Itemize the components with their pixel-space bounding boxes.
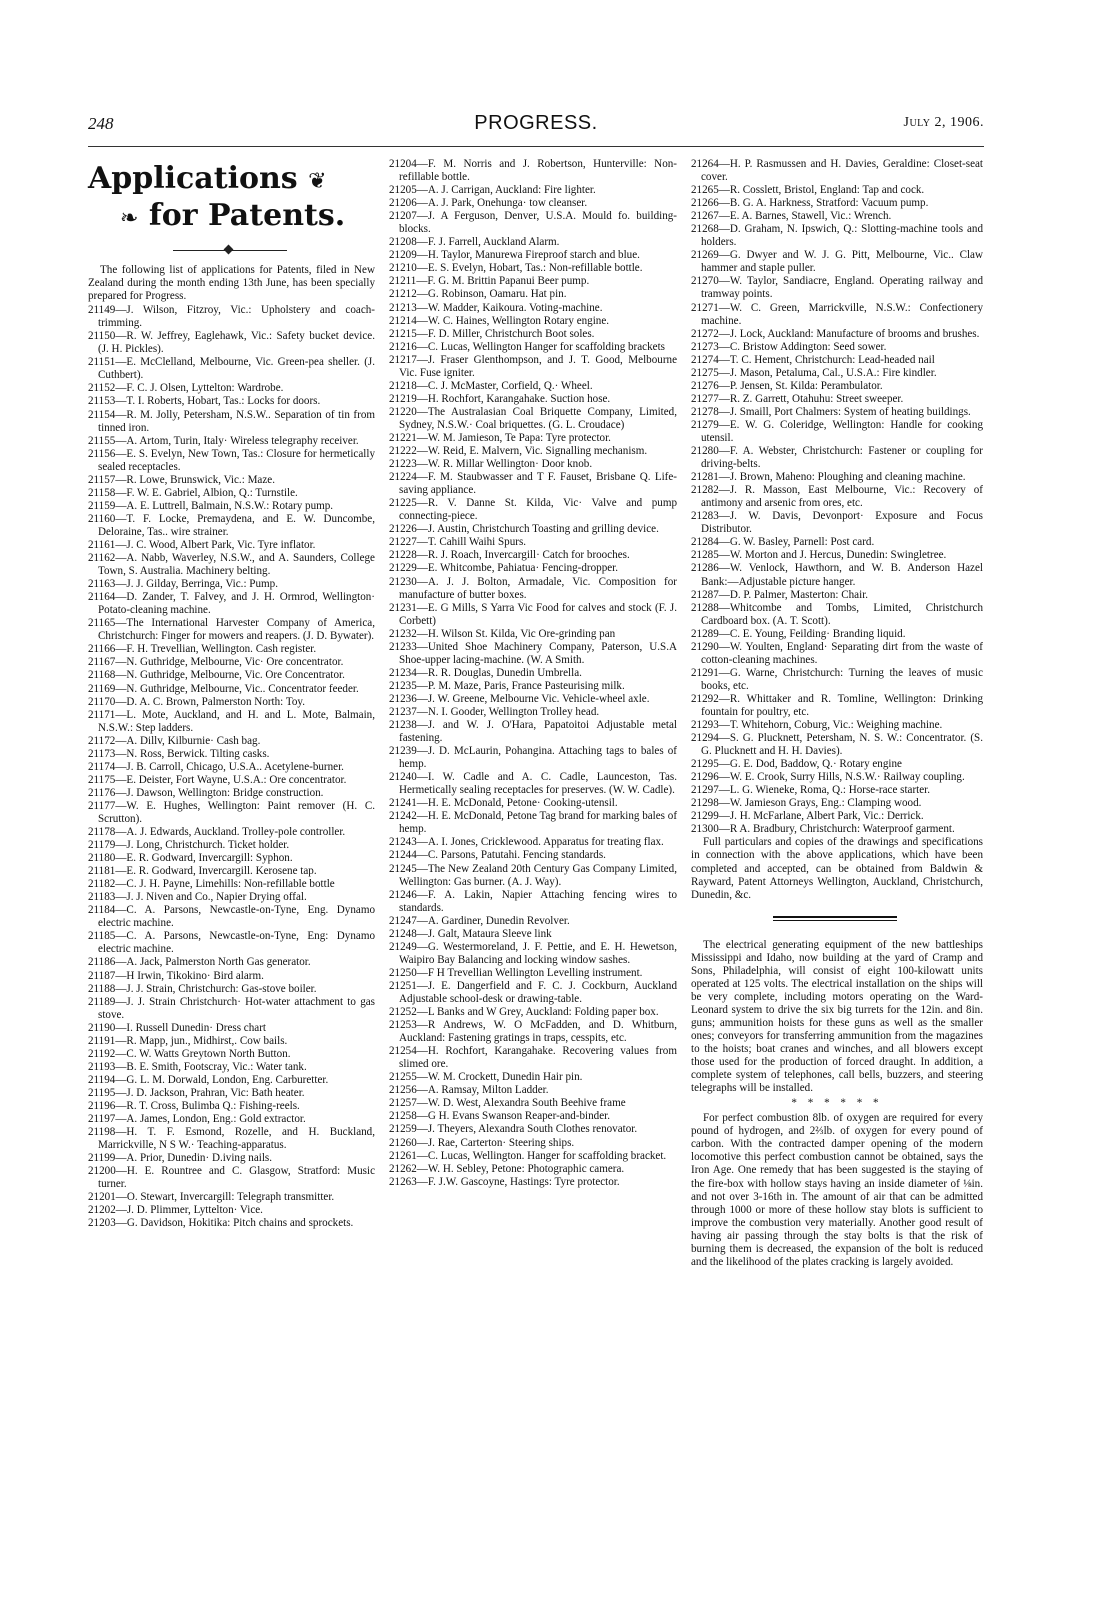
patent-entry: 21206—A. J. Park, Onehunga· tow cleanser. [389,197,588,210]
patent-entry: 21225—R. V. Danne St. Kilda, Vic· Valve and pump connecting-piece. [389,497,677,523]
patent-entry: 21291—G. Warne, Christchurch: Turning the leaves of music books, etc. [691,666,983,692]
patent-entry: 21219—H. Rochfort, Karangahake. Suction hose. [389,392,611,405]
patent-entry: 21270—W. Taylor, Sandiacre, England. Operating railway and tramway points. [691,275,983,301]
patent-entry: 21231—E. G Mills, S Yarra Vic Food for calves and stock (F. J. Corbett) [389,601,677,627]
closing-paragraph: Full particulars and copies of the drawings and specifications in connection with the above applications, which have been completed and accepted, can be obtained from Baldwin & Rayward, Patent Attorneys Wellington, Auckland, Christchurch, Dunedin, &c. [691,836,983,901]
patent-entry: 21175—E. Deister, Fort Wayne, U.S.A.: Ore concentrator. [88,773,347,786]
patent-entry: 21216—C. Lucas, Wellington Hanger for scaffolding brackets [389,340,665,353]
patent-entry: 21200—H. E. Rountree and C. Glasgow, Stratford: Music turner. [88,1165,375,1191]
patent-entry: 21277—R. Z. Garrett, Otahuhu: Street sweeper. [691,392,904,405]
patent-entry: 21173—N. Ross, Berwick. Tilting casks. [88,747,270,760]
patent-entry: 21156—E. S. Evelyn, New Town, Tas.: Closure for hermetically sealed receptacles. [88,447,375,473]
patent-entry: 21256—A. Ramsay, Milton Ladder. [389,1084,549,1097]
patent-entry: 21166—F. H. Trevellian, Wellington. Cash register. [88,643,317,656]
patent-entry: 21238—J. and W. J. O'Hara, Papatoitoi Adjustable metal fastening. [389,719,677,745]
patent-entry: 21168—N. Guthridge, Melbourne, Vic. Ore Concentrator. [88,669,345,682]
patent-entry: 21243—A. I. Jones, Cricklewood. Apparatus for treating flax. [389,836,664,849]
patent-entry: 21269—G. Dwyer and W. J. G. Pitt, Melbourne, Vic.. Claw hammer and staple puller. [691,249,983,275]
patent-entry: 21223—W. R. Millar Wellington· Door knob. [389,458,593,471]
patent-entry: 21152—F. C. J. Olsen, Lyttelton: Wardrobe. [88,382,284,395]
patent-entry: 21292—R. Whittaker and R. Tomline, Wellington: Drinking fountain for poultry, etc. [691,692,983,718]
patent-entry: 21228—R. J. Roach, Invercargill· Catch for brooches. [389,549,630,562]
patent-entry: 21232—H. Wilson St. Kilda, Vic Ore-grinding pan [389,627,616,640]
patent-entry: 21280—F. A. Webster, Christchurch: Fastener or coupling for driving-belts. [691,445,983,471]
patent-entry: 21279—E. W. G. Coleridge, Wellington: Handle for cooking utensil. [691,418,983,444]
patent-entry: 21274—T. C. Hement, Christchurch: Lead-headed nail [691,353,935,366]
ornament-icon: ❧ [120,206,139,231]
patent-entry: 21195—J. D. Jackson, Prahran, Vic: Bath heater. [88,1086,305,1099]
patent-entry: 21296—W. E. Crook, Surry Hills, N.S.W.· Railway coupling. [691,771,965,784]
patent-entry: 21245—The New Zealand 20th Century Gas Company Limited, Wellington: Gas burner. (A. J. Way). [389,862,677,888]
patent-entry: 21259—J. Theyers, Alexandra South Clothes renovator. [389,1123,638,1136]
patent-entry: 21267—E. A. Barnes, Stawell, Vic.: Wrench. [691,210,892,223]
combustion-paragraph: For perfect combustion 8lb. of oxygen are required for every pound of hydrogen, and 2⅔lb. of oxygen for every pound of carbon. With the contracted damper opening of the modern locomotive this perfect combustion cannot be obtained, says the Iron Age. One remedy that has been suggested is the staying of the fire-box with hollow stays having an inside diameter of ⅛in. and not over 3-16th in. The amount of air that can be admitted through 1000 or more of these hollow stay blots is sufficient to improve the combustion very materially. Another good result of having air passing through the stay bolts is that the risk of burning them is decreased, the expansion of the bolt is reduced and the likelihood of the plates cracking is largely avoided. [691,1112,983,1268]
page-number: 248 [88,114,114,133]
patent-entry: 21260—J. Rae, Carterton· Steering ships. [389,1136,575,1149]
patent-entry: 21196—R. T. Cross, Bulimba Q.: Fishing-reels. [88,1100,300,1112]
patent-entry: 21178—A. J. Edwards, Auckland. Trolley-pole controller. [88,826,346,839]
patent-entry: 21236—J. W. Greene, Melbourne Vic. Vehicle-wheel axle. [389,692,650,705]
patent-entry: 21194—G. L. M. Dorwald, London, Eng. Carburetter. [88,1073,329,1086]
patent-entry: 21257—W. D. West, Alexandra South Beehive frame [389,1097,626,1110]
patent-entry: 21159—A. E. Luttrell, Balmain, N.S.W.: Rotary pump. [88,499,334,512]
column-1 [88,158,375,1230]
patent-entry: 21184—C. A. Parsons, Newcastle-on-Tyne, Eng. Dynamo electric machine. [88,904,375,930]
patent-entry: 21217—J. Fraser Glenthompson, and J. T. Good, Melbourne Vic. Fuse igniter. [389,353,677,379]
patent-entry: 21224—F. M. Staubwasser and T F. Fauset, Brisbane Q. Life-saving appliance. [389,471,677,497]
patent-entry: 21242—H. E. McDonald, Petone Tag brand for marking bales of hemp. [389,810,678,836]
patent-entry: 21285—W. Morton and J. Hercus, Dunedin: Swingletree. [691,549,947,562]
patent-entry: 21220—The Australasian Coal Briquette Company, Limited, Sydney, N.S.W.· Coal briquettes. (G. L. Croudace) [389,405,677,431]
patent-entry: 21170—D. A. C. Brown, Palmerston North: Toy. [88,695,305,708]
patent-entry: 21171—L. Mote, Auckland, and H. and L. Mote, Balmain, N.S.W.: Step ladders. [88,708,375,734]
patent-entry: 21278—J. Smaill, Port Chalmers: System of heating buildings. [691,405,971,418]
patent-entry: 21212—G. Robinson, Oamaru. Hat pin. [389,288,567,301]
patent-entry: 21272—J. Lock, Auckland: Manufacture of brooms and brushes. [691,327,980,340]
patent-entry: 21208—F. J. Farrell, Auckland Alarm. [389,236,560,249]
patent-entry: 21226—J. Austin, Christchurch Toasting and grilling device. [389,523,659,536]
patent-entry: 21214—W. C. Haines, Wellington Rotary engine. [389,314,610,327]
patent-entry: 21230—A. J. J. Bolton, Armadale, Vic. Composition for manufacture of butter boxes. [389,575,677,601]
column-2 [389,158,677,1189]
patent-entry: 21263—F. J.W. Gascoyne, Hastings: Tyre protector. [389,1175,620,1188]
patent-entry: 21160—T. F. Locke, Premaydena, and E. W. Duncombe, Deloraine, Tas.. wire strainer. [88,512,375,538]
column-3 [691,158,983,1269]
patent-entry: 21149—J. Wilson, Fitzroy, Vic.: Upholstery and coach-trimming. [88,304,375,330]
patent-entry: 21254—H. Rochfort, Karangahake. Recovering values from slimed ore. [389,1045,677,1071]
article-title [88,162,375,236]
article-intro: The following list of applications for Patents, filed in New Zealand during the month ending 13th June, has been specially prepared for Progress. [88,264,375,303]
patent-entry: 21202—J. D. Plimmer, Lyttelton· Vice. [88,1204,263,1217]
patent-entry: 21180—E. R. Godward, Invercargill: Syphon. [88,852,293,865]
patent-entry: 21227—T. Cahill Waihi Spurs. [389,536,527,549]
patent-entry: 21288—Whitcombe and Tombs, Limited, Christchurch Cardboard box. (A. T. Scott). [691,601,983,627]
header-rule [88,146,984,147]
patent-entry: 21213—W. Madder, Kaikoura. Voting-machine. [389,301,603,314]
patent-entry: 21190—I. Russell Dunedin· Dress chart [88,1021,266,1034]
patent-entry: 21299—J. H. McFarlane, Albert Park, Vic.: Derrick. [691,810,924,823]
patent-entry: 21205—A. J. Carrigan, Auckland: Fire lighter. [389,184,596,197]
patent-entry: 21177—W. E. Hughes, Wellington: Paint remover (H. C. Scrutton). [88,799,375,825]
patent-entry: 21157—R. Lowe, Brunswick, Vic.: Maze. [88,473,275,486]
patent-entry: 21258—G H. Evans Swanson Reaper-and-binder. [389,1110,610,1123]
ornament-icon: ❦ [308,169,327,194]
title-line-1: Applications [88,161,298,196]
patent-entry: 21164—D. Zander, T. Falvey, and J. H. Ormrod, Wellington· Potato-cleaning machine. [88,591,375,617]
patent-entry: 21161—J. C. Wood, Albert Park, Vic. Tyre inflator. [88,538,316,551]
patent-entry: 21265—R. Cosslett, Bristol, England: Tap and cock. [691,184,925,197]
patent-entry: 21169—N. Guthridge, Melbourne, Vic.. Concentrator feeder. [88,682,359,695]
patent-entry: 21283—J. W. Davis, Devonport· Exposure and Focus Distributor. [691,510,983,536]
patent-entry: 21281—J. Brown, Maheno: Ploughing and cleaning machine. [691,471,966,484]
issue-date: July 2, 1906. [903,115,984,130]
patent-entry: 21237—N. I. Gooder, Wellington Trolley head. [389,705,600,718]
patent-entry: 21234—R. R. Douglas, Dunedin Umbrella. [389,666,582,679]
patent-entry: 21261—C. Lucas, Wellington. Hanger for scaffolding bracket. [389,1149,667,1162]
patent-entry: 21210—E. S. Evelyn, Hobart, Tas.: Non-refillable bottle. [389,262,643,275]
patent-entry: 21298—W. Jamieson Grays, Eng.: Clamping wood. [691,797,922,810]
patent-entry: 21287—D. P. Palmer, Masterton: Chair. [691,588,869,601]
patent-entry: 21215—F. D. Miller, Christchurch Boot soles. [389,327,595,340]
patent-entry: 21151—E. McClelland, Melbourne, Vic. Green-pea sheller. (J. Cuthbert). [88,356,375,382]
patent-entry: 21198—H. T. F. Esmond, Rozelle, and H. Buckland, Marrickville, N S W.· Teaching-apparatus. [88,1126,375,1152]
patent-entry: 21154—R. M. Jolly, Petersham, N.S.W.. Separation of tin from tinned iron. [88,408,375,434]
patent-entry: 21273—C. Bristow Addington: Seed sower. [691,340,887,353]
patent-entry: 21158—F. W. E. Gabriel, Albion, Q.: Turnstile. [88,486,298,499]
patent-entry: 21294—S. G. Plucknett, Petersham, N. S. W.: Concentrator. (S. G. Plucknett and H. H. Davies). [691,732,983,758]
patent-entry: 21233—United Shoe Machinery Company, Paterson, U.S.A Shoe-upper lacing-machine. (W. A Smith. [389,640,677,666]
patent-entry: 21203—G. Davidson, Hokitika: Pitch chains and sprockets. [88,1217,354,1230]
patent-entry: 21282—J. R. Masson, East Melbourne, Vic.: Recovery of antimony and arsenic from ores, etc. [691,484,983,510]
patent-entry: 21240—I. W. Cadle and A. C. Cadle, Launceston, Tas. Hermetically sealing receptacles for preserves. (W. W. Cadle). [389,771,677,797]
patent-entry: 21286—W. Venlock, Hawthorn, and W. B. Anderson Hazel Bank:—Adjustable picture hanger. [691,562,983,588]
patent-entry: 21150—R. W. Jeffrey, Eaglehawk, Vic.: Safety bucket device. (J. H. Pickles). [88,330,375,356]
patent-entry: 21297—L. G. Wieneke, Roma, Q.: Horse-race starter. [691,784,931,797]
patent-entry: 21172—A. Dillv, Kilburnie· Cash bag. [88,734,261,747]
patent-entry: 21264—H. P. Rasmussen and H. Davies, Geraldine: Closet-seat cover. [691,158,983,184]
patent-entry: 21183—J. J. Niven and Co., Napier Drying offal. [88,891,307,904]
patent-entry: 21199—A. Prior, Dunedin· D.iving nails. [88,1152,273,1165]
patent-entry: 21163—J. J. Gilday, Berringa, Vic.: Pump. [88,578,278,591]
patent-entry: 21255—W. M. Crockett, Dunedin Hair pin. [389,1071,583,1084]
patent-entry: 21229—E. Whitcombe, Pahiatua· Fencing-dropper. [389,562,619,575]
patent-entry: 21251—J. E. Dangerfield and F. C. J. Cockburn, Auckland Adjustable school-desk or drawing-table. [389,979,677,1005]
patent-entry: 21300—R A. Bradbury, Christchurch: Waterproof garment. [691,823,955,836]
patent-entry: 21262—W. H. Sebley, Petone: Photographic camera. [389,1162,625,1175]
patent-entry: 21188—J. J. Strain, Christchurch: Gas-stove boiler. [88,982,317,995]
patent-entry: 21266—B. G. A. Harkness, Stratford: Vacuum pump. [691,197,929,210]
patent-entry: 21185—C. A. Parsons, Newcastle-on-Tyne, Eng: Dynamo electric machine. [88,930,375,956]
patent-entry: 21191—R. Mapp, jun., Midhirst,. Cow bails. [88,1034,288,1047]
patent-entry: 21197—A. James, London, Eng.: Gold extractor. [88,1113,306,1126]
patent-entry: 21186—A. Jack, Palmerston North Gas generator. [88,956,311,969]
patent-list-2 [389,158,677,1189]
publication-title: PROGRESS. [474,112,598,134]
battleship-paragraph: The electrical generating equipment of the new battleships Mississippi and Idaho, now building at the yard of Cramp and Sons, Philadelphia, will consist of eight 100-kilowatt units operated at 125 volts. The electrical installation on the ships will be very complete, including motors operating on the Ward-Leonard system to drive the six big turrets for the 12in. and 8in. guns; ammunition hoists for these guns as well as the smaller ones; conveyors for transferring ammunition from the magazines to the hoists; boat cranes and winches, and all blowers except those used for the production of forced draught. In addition, a complete system of telephones, call bells, buzzers, and steering telegraphs will be installed. [691,938,983,1095]
patent-entry: 21244—C. Parsons, Patutahi. Fencing standards. [389,849,606,862]
patent-list-3 [691,158,983,836]
patent-entry: 21207—J. A Ferguson, Denver, U.S.A. Mould fo. building-blocks. [389,210,677,236]
patent-entry: 21290—W. Youlten, England· Separating dirt from the waste of cotton-cleaning machines. [691,640,983,666]
patent-entry: 21250—F H Trevellian Wellington Levelling instrument. [389,966,643,979]
patent-entry: 21246—F. A. Lakin, Napier Attaching fencing wires to standards. [389,888,677,914]
patent-entry: 21268—D. Graham, N. Ipswich, Q.: Slotting-machine tools and holders. [691,223,983,249]
patent-entry: 21193—B. E. Smith, Footscray, Vic.: Water tank. [88,1060,307,1073]
patent-entry: 21271—W. C. Green, Marrickville, N.S.W.: Confectionery machine. [691,301,983,327]
patent-entry: 21167—N. Guthridge, Melbourne, Vic· Ore concentrator. [88,656,344,669]
patent-entry: 21293—T. Whitehorn, Coburg, Vic.: Weighing machine. [691,719,943,732]
patent-entry: 21165—The International Harvester Company of America, Christchurch: Finger for mowers and reapers. (J. D. Bywater). [88,617,375,643]
patent-entry: 21276—P. Jensen, St. Kilda: Perambulator. [691,379,883,392]
patent-entry: 21239—J. D. McLaurin, Pohangina. Attaching tags to bales of hemp. [389,745,677,771]
patent-entry: 21204—F. M. Norris and J. Robertson, Hunterville: Non-refillable bottle. [389,158,677,184]
patent-entry: 21189—J. J. Strain Christchurch· Hot-water attachment to gas stove. [88,995,375,1021]
section-divider [773,916,897,921]
patent-entry: 21209—H. Taylor, Manurewa Fireproof starch and blue. [389,249,640,262]
patent-entry: 21176—J. Dawson, Wellington: Bridge construction. [88,786,324,799]
diamond-icon [224,245,234,255]
patent-entry: 21289—C. E. Young, Feilding· Branding liquid. [691,627,906,640]
patent-entry: 21192—C. W. Watts Greytown North Button. [88,1047,291,1060]
patent-entry: 21211—F. G. M. Brittin Papanui Beer pump. [389,275,590,288]
patent-list-1 [88,304,375,1230]
patent-entry: 21249—G. Westermoreland, J. F. Pettie, and E. H. Hewetson, Waipiro Bay Balancing and locking window sashes. [389,940,677,966]
patent-entry: 21222—W. Reid, E. Malvern, Vic. Signalling mechanism. [389,445,648,458]
patent-entry: 21248—J. Galt, Mataura Sleeve link [389,927,552,940]
patent-entry: 21162—A. Nabb, Waverley, N.S.W., and A. Saunders, College Town, S. Australia. Machinery belting. [88,552,375,578]
patent-entry: 21235—P. M. Maze, Paris, France Pasteurising milk. [389,679,625,692]
patent-entry: 21218—C. J. McMaster, Corfield, Q.· Wheel. [389,379,593,392]
patent-entry: 21179—J. Long, Christchurch. Ticket holder. [88,839,290,852]
patent-entry: 21252—L Banks and W Grey, Auckland: Folding paper box. [389,1006,659,1019]
patent-entry: 21181—E. R. Godward, Invercargill. Kerosene tap. [88,865,317,878]
patent-entry: 21241—H. E. McDonald, Petone· Cooking-utensil. [389,797,618,810]
patent-entry: 21275—J. Mason, Petaluma, Cal., U.S.A.: Fire kindler. [691,366,937,379]
patent-entry: 21153—T. I. Roberts, Hobart, Tas.: Locks for doors. [88,395,321,408]
patent-entry: 21221—W. M. Jamieson, Te Papa: Tyre protector. [389,431,611,444]
patent-entry: 21182—C. J. H. Payne, Limehills: Non-refillable bottle [88,878,335,891]
patent-entry: 21187—H Irwin, Tikokino· Bird alarm. [88,969,264,982]
patent-entry: 21253—R Andrews, W. O McFadden, and D. Whitburn, Auckland: Fastening gratings in traps, cesspits, etc. [389,1019,677,1045]
page-header [88,112,984,138]
star-separator: * * * * * * [791,1097,883,1110]
patent-entry: 21174—J. B. Carroll, Chicago, U.S.A.. Acetylene-burner. [88,760,344,773]
patent-entry: 21284—G. W. Basley, Parnell: Post card. [691,536,875,549]
patent-entry: 21295—G. E. Dod, Baddow, Q.· Rotary engine [691,758,902,771]
diamond-divider [88,244,375,258]
patent-entry: 21247—A. Gardiner, Dunedin Revolver. [389,914,570,927]
patent-entry: 21201—O. Stewart, Invercargill: Telegraph transmitter. [88,1191,335,1204]
title-line-2: for Patents. [148,198,346,233]
patent-entry: 21155—A. Artom, Turin, Italy· Wireless telegraphy receiver. [88,434,359,447]
